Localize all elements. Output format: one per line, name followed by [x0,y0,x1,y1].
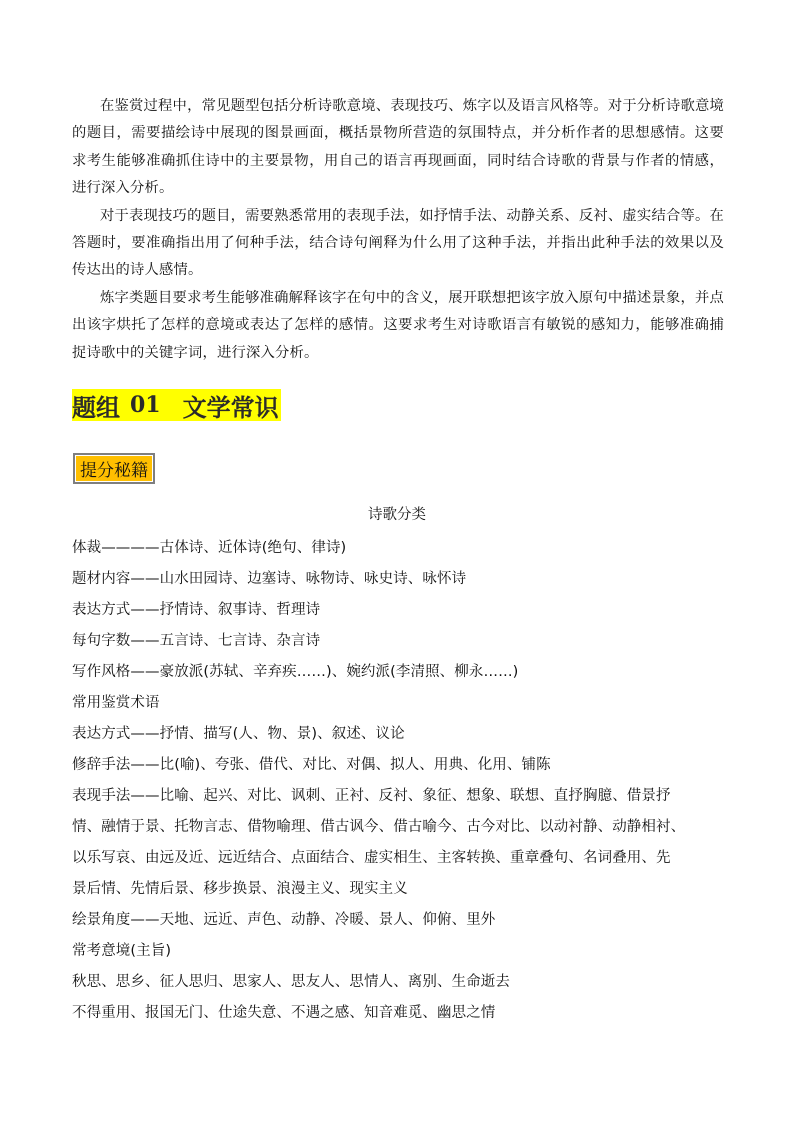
content-line: 不得重用、报国无门、仕途失意、不遇之感、知音难觅、幽思之情 [72,1005,496,1021]
content-line: 表达方式——抒情诗、叙事诗、哲理诗 [72,602,321,618]
intro-paragraph-2: 对于表现技巧的题目，需要熟悉常用的表现手法，如抒情手法、动静关系、反衬、虚实结合等。在答题时，要准确指出用了何种手法，结合诗句阐释为什么用了这种手法，并指出此种手法的效果以及传达出的诗人感情。 [72,207,724,279]
heading-number: 01 [130,392,161,418]
content-subheading: 常考意境(主旨) [72,943,172,959]
content-line: 景后情、先情后景、移步换景、浪漫主义、现实主义 [72,881,408,897]
content-line: 秋思、思乡、征人思归、思家人、思友人、思情人、离别、生命逝去 [72,974,510,990]
content-line: 题材内容——山水田园诗、边塞诗、咏物诗、咏史诗、咏怀诗 [72,571,467,587]
content-line: 以乐写哀、由远及近、远近结合、点面结合、虚实相生、主客转换、重章叠句、名词叠用、先 [72,850,671,866]
content-line: 表现手法——比喻、起兴、对比、讽刺、正衬、反衬、象征、想象、联想、直抒胸臆、借景抒 [72,788,671,804]
content-line: 每句字数——五言诗、七言诗、杂言诗 [72,633,321,649]
intro-paragraph-1: 在鉴赏过程中，常见题型包括分析诗歌意境、表现技巧、炼字以及语言风格等。对于分析诗歌意境的题目，需要描绘诗中展现的图景画面，概括景物所营造的氛围特点，并分析作者的思想感情。这要求考生能够准确抓住诗中的主要景物，用自己的语言再现画面，同时结合诗歌的背景与作者的情感，进行深入分析。 [72,98,724,197]
heading-prefix: 题组 [72,393,120,422]
intro-section [72,93,724,367]
tip-badge-label: 提分秘籍 [75,455,153,482]
content-line: 情、融情于景、托物言志、借物喻理、借古讽今、借古喻今、古今对比、以动衬静、动静相衬、 [72,819,686,835]
content-line: 写作风格——豪放派(苏轼、辛弃疾……)、婉约派(李清照、柳永……) [72,664,519,680]
heading-title: 文学常识 [182,393,279,422]
content-lines [72,533,742,1029]
content-line: 表达方式——抒情、描写(人、物、景)、叙述、议论 [72,726,405,742]
content-line: 体裁————古体诗、近体诗(绝句、律诗) [72,540,347,556]
tip-badge [73,453,155,484]
content-subheading: 常用鉴赏术语 [72,695,160,711]
content-title: 诗歌分类 [368,507,426,523]
content-line: 绘景角度——天地、远近、声色、动静、冷暖、景人、仰俯、里外 [72,912,496,928]
content-line: 修辞手法——比(喻)、夸张、借代、对比、对偶、拟人、用典、化用、铺陈 [72,757,551,773]
intro-paragraph-3: 炼字类题目要求考生能够准确解释该字在句中的含义，展开联想把该字放入原句中描述景象，并点出该字烘托了怎样的意境或表达了怎样的感情。这要求考生对诗歌语言有敏锐的感知力，能够准确捕捉诗歌中的关键字词，进行深入分析。 [72,289,724,361]
section-heading [72,389,281,421]
